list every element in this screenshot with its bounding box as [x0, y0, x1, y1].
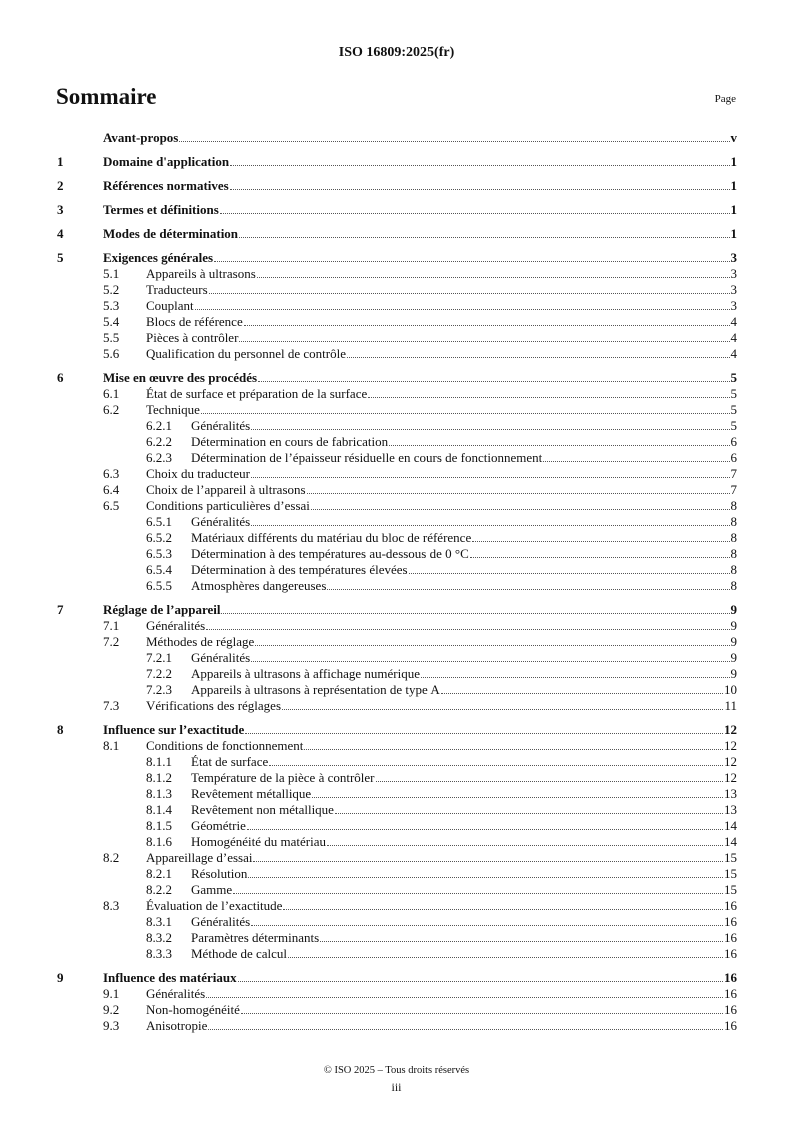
- toc-entry-number: 8.2: [103, 850, 120, 865]
- dot-leader: [201, 413, 730, 414]
- dot-leader: [327, 845, 723, 846]
- dot-leader: [304, 749, 723, 750]
- toc-entry[interactable]: [57, 298, 737, 314]
- toc-entry[interactable]: [57, 530, 737, 546]
- toc-entry[interactable]: [57, 786, 737, 802]
- toc-entry[interactable]: [57, 914, 737, 930]
- toc-entry-page: 16: [724, 930, 737, 945]
- toc-entry-page: 1: [730, 202, 737, 217]
- toc-entry-page: 4: [730, 314, 737, 329]
- toc-entry-page: 16: [724, 914, 737, 929]
- toc-entry-page: 9: [730, 602, 737, 617]
- toc-entry-number: 8.1.6: [146, 834, 172, 849]
- toc-entry[interactable]: [57, 450, 737, 466]
- dot-leader: [312, 797, 723, 798]
- toc-entry-number: 6.5.2: [146, 530, 172, 545]
- dot-leader: [283, 909, 723, 910]
- toc-entry-title: Détermination à des températures au-dessous de 0 °C: [191, 546, 469, 561]
- dot-leader: [257, 277, 730, 278]
- toc-entry-page: 16: [724, 986, 737, 1001]
- toc-entry[interactable]: [57, 650, 737, 666]
- toc-entry[interactable]: [57, 578, 737, 594]
- dot-leader: [307, 493, 730, 494]
- toc-entry-title: Gamme: [191, 882, 233, 897]
- toc-entry-number: 4: [57, 226, 64, 241]
- toc-entry-number: 2: [57, 178, 64, 193]
- toc-entry-number: 6: [57, 370, 64, 385]
- toc-entry-title: Qualification du personnel de contrôle: [146, 346, 346, 361]
- toc-entry-page: 5: [730, 402, 737, 417]
- toc-entry[interactable]: [57, 930, 737, 946]
- toc-entry[interactable]: [57, 722, 737, 738]
- toc-entry[interactable]: [57, 178, 737, 194]
- toc-entry-title: Anisotropie: [146, 1018, 208, 1033]
- toc-entry[interactable]: [57, 346, 737, 362]
- toc-entry[interactable]: [57, 498, 737, 514]
- toc-entry[interactable]: [57, 802, 737, 818]
- toc-entry-page: 6: [730, 434, 737, 449]
- toc-entry-number: 8.2.1: [146, 866, 172, 881]
- toc-entry-title: Détermination en cours de fabrication: [191, 434, 389, 449]
- toc-entry[interactable]: [57, 666, 737, 682]
- dot-leader: [233, 893, 723, 894]
- toc-entry[interactable]: [57, 546, 737, 562]
- toc-entry[interactable]: [57, 266, 737, 282]
- dot-leader: [238, 981, 723, 982]
- toc-entry-title: Technique: [146, 402, 200, 417]
- toc-entry-number: 8.3.1: [146, 914, 172, 929]
- page-number: iii: [391, 1080, 402, 1094]
- toc-entry-page: 4: [730, 330, 737, 345]
- dot-leader: [409, 573, 730, 574]
- toc-entry-title: Appareils à ultrasons à affichage numérique: [191, 666, 420, 681]
- toc-entry-page: 16: [724, 970, 737, 985]
- toc-entry-title: Choix du traducteur: [146, 466, 250, 481]
- toc-entry-title: Méthode de calcul: [191, 946, 288, 961]
- toc-entry-number: 7.2.3: [146, 682, 172, 697]
- page-column-label: Page: [714, 93, 736, 105]
- dot-leader: [251, 477, 730, 478]
- toc-entry-number: 8.1.3: [146, 786, 172, 801]
- toc-entry[interactable]: [57, 130, 737, 146]
- dot-leader: [441, 693, 723, 694]
- toc-entry-title: État de surface et préparation de la surface: [146, 386, 368, 401]
- toc-entry[interactable]: [57, 250, 737, 266]
- toc-entry-title: Détermination de l’épaisseur résiduelle en cours de fonctionnement: [191, 450, 543, 465]
- toc-entry-page: 8: [730, 530, 737, 545]
- toc-entry[interactable]: [57, 482, 737, 498]
- toc-entry-title: Matériaux différents du matériau du bloc de référence: [191, 530, 472, 545]
- toc-entry-number: 5.6: [103, 346, 120, 361]
- toc-entry[interactable]: [57, 986, 737, 1002]
- toc-entry-title: Détermination à des températures élevées: [191, 562, 408, 577]
- toc-entry-number: 9: [57, 970, 64, 985]
- toc-entry-number: 8.1.1: [146, 754, 172, 769]
- toc-entry[interactable]: [57, 602, 737, 618]
- toc-entry[interactable]: [57, 154, 737, 170]
- toc-entry-title: Homogénéité du matériau: [191, 834, 327, 849]
- toc-entry-title: Pièces à contrôler: [146, 330, 239, 345]
- toc-entry-page: 15: [724, 882, 737, 897]
- toc-entry[interactable]: [57, 434, 737, 450]
- dot-leader: [251, 429, 729, 430]
- toc-entry-title: Traducteurs: [146, 282, 208, 297]
- toc-entry[interactable]: [57, 618, 737, 634]
- toc-entry-number: 6.1: [103, 386, 120, 401]
- toc-entry-page: 16: [724, 1002, 737, 1017]
- toc-entry[interactable]: [57, 970, 737, 986]
- dot-leader: [248, 877, 723, 878]
- toc-entry-page: 6: [730, 450, 737, 465]
- dot-leader: [288, 957, 723, 958]
- toc-entry-title: Généralités: [191, 418, 251, 433]
- toc-entry-title: Appareils à ultrasons: [146, 266, 256, 281]
- toc-entry-page: 12: [724, 722, 737, 737]
- toc-entry-title: Généralités: [191, 650, 251, 665]
- toc-entry[interactable]: [57, 738, 737, 754]
- toc-entry[interactable]: [57, 682, 737, 698]
- toc-entry-number: 6.4: [103, 482, 120, 497]
- dot-leader: [389, 445, 729, 446]
- toc-entry-number: 6.5.3: [146, 546, 172, 561]
- toc-entry[interactable]: [57, 514, 737, 530]
- toc-entry-page: 16: [724, 946, 737, 961]
- toc-entry-page: 14: [724, 834, 737, 849]
- toc-entry-number: 3: [57, 202, 64, 217]
- dot-leader: [251, 525, 729, 526]
- toc-entry-title: Revêtement métallique: [191, 786, 312, 801]
- dot-leader: [244, 325, 730, 326]
- toc-entry[interactable]: [57, 634, 737, 650]
- toc-entry[interactable]: [57, 946, 737, 962]
- toc-entry-number: 6.2.2: [146, 434, 172, 449]
- toc-entry-page: 1: [730, 178, 737, 193]
- dot-leader: [179, 141, 729, 142]
- toc-entry-page: 3: [730, 298, 737, 313]
- toc-entry-number: 9.2: [103, 1002, 120, 1017]
- toc-entry-number: 7.2.1: [146, 650, 172, 665]
- toc-entry-number: 9.1: [103, 986, 120, 1001]
- toc-entry[interactable]: [57, 754, 737, 770]
- toc-entry-page: 8: [730, 514, 737, 529]
- dot-leader: [230, 189, 730, 190]
- toc-entry-number: 5.4: [103, 314, 120, 329]
- toc-entry[interactable]: [57, 418, 737, 434]
- dot-leader: [245, 733, 723, 734]
- toc-entry-title: Influence sur l’exactitude: [103, 722, 245, 737]
- dot-leader: [255, 645, 729, 646]
- toc-entry-number: 7.2: [103, 634, 120, 649]
- toc-entry-page: 8: [730, 578, 737, 593]
- toc-entry[interactable]: [57, 882, 737, 898]
- dot-leader: [347, 357, 730, 358]
- toc-entry[interactable]: [57, 770, 737, 786]
- dot-leader: [335, 813, 723, 814]
- toc-entry[interactable]: [57, 562, 737, 578]
- toc-entry-page: 5: [730, 370, 737, 385]
- dot-leader: [206, 629, 729, 630]
- toc-entry-page: 8: [730, 546, 737, 561]
- toc-entry-title: Termes et définitions: [103, 202, 219, 217]
- toc-entry-page: 14: [724, 818, 737, 833]
- dot-leader: [376, 781, 723, 782]
- toc-entry-title: Appareils à ultrasons à représentation de type A: [191, 682, 440, 697]
- toc-entry[interactable]: [57, 1018, 737, 1034]
- toc-entry[interactable]: [57, 898, 737, 914]
- toc-entry[interactable]: [57, 386, 737, 402]
- toc-entry-number: 1: [57, 154, 64, 169]
- toc-entry-page: 9: [730, 666, 737, 681]
- toc-entry-page: 13: [724, 786, 737, 801]
- toc-entry[interactable]: [57, 698, 737, 714]
- toc-entry-page: 7: [730, 466, 737, 481]
- toc-entry-title: Blocs de référence: [146, 314, 243, 329]
- toc-entry-number: 6.5.4: [146, 562, 172, 577]
- toc-entry-page: 5: [730, 418, 737, 433]
- toc-entry[interactable]: [57, 370, 737, 386]
- toc-entry-number: 8.1: [103, 738, 120, 753]
- toc-entry-number: 6.5: [103, 498, 120, 513]
- toc-entry-page: v: [730, 130, 737, 145]
- dot-leader: [470, 557, 730, 558]
- toc-entry-title: Exigences générales: [103, 250, 214, 265]
- toc-entry-title: Influence des matériaux: [103, 970, 237, 985]
- toc-entry[interactable]: [57, 850, 737, 866]
- toc-entry[interactable]: [57, 314, 737, 330]
- toc-entry-number: 6.2.3: [146, 450, 172, 465]
- toc-entry-page: 12: [724, 738, 737, 753]
- toc-entry-title: Mise en œuvre des procédés: [103, 370, 258, 385]
- dot-leader: [282, 709, 723, 710]
- toc-entry-number: 6.2: [103, 402, 120, 417]
- dot-leader: [269, 765, 723, 766]
- toc-entry[interactable]: [57, 282, 737, 298]
- toc-entry-title: Choix de l’appareil à ultrasons: [146, 482, 306, 497]
- toc-entry-number: 6.5.5: [146, 578, 172, 593]
- dot-leader: [209, 293, 730, 294]
- toc-entry-title: Références normatives: [103, 178, 229, 193]
- page-title: Sommaire: [56, 84, 157, 109]
- toc-entry-number: 7.3: [103, 698, 120, 713]
- toc-entry-number: 6.5.1: [146, 514, 172, 529]
- toc-entry-page: 15: [724, 866, 737, 881]
- toc-entry-title: Atmosphères dangereuses: [191, 578, 327, 593]
- toc-entry-number: 8: [57, 722, 64, 737]
- toc-entry-page: 10: [724, 682, 737, 697]
- toc-entry-page: 3: [730, 282, 737, 297]
- toc-entry[interactable]: [57, 226, 737, 242]
- copyright-notice: © ISO 2025 – Tous droits réservés: [323, 1065, 470, 1076]
- toc-entry-title: État de surface: [191, 754, 269, 769]
- toc-entry[interactable]: [57, 1002, 737, 1018]
- toc-entry-title: Conditions particulières d’essai: [146, 498, 310, 513]
- document-id: ISO 16809:2025(fr): [338, 45, 455, 60]
- dot-leader: [253, 861, 723, 862]
- toc-entry-title: Évaluation de l’exactitude: [146, 898, 283, 913]
- toc-entry-number: 7.1: [103, 618, 120, 633]
- toc-entry-title: Méthodes de réglage: [146, 634, 255, 649]
- dot-leader: [327, 589, 729, 590]
- toc-entry-page: 5: [730, 386, 737, 401]
- dot-leader: [239, 237, 729, 238]
- toc-entry-number: 5.2: [103, 282, 120, 297]
- toc-entry-page: 16: [724, 898, 737, 913]
- toc-entry-title: Appareillage d’essai: [146, 850, 253, 865]
- toc-entry-number: 7.2.2: [146, 666, 172, 681]
- dot-leader: [239, 341, 729, 342]
- toc-entry-number: 5.5: [103, 330, 120, 345]
- toc-entry-page: 3: [730, 266, 737, 281]
- dot-leader: [320, 941, 723, 942]
- toc-entry-page: 8: [730, 562, 737, 577]
- toc-entry[interactable]: [57, 402, 737, 418]
- toc-entry-number: 7: [57, 602, 64, 617]
- toc-entry-number: 8.1.5: [146, 818, 172, 833]
- toc-entry-number: 8.1.4: [146, 802, 172, 817]
- toc-entry-page: 7: [730, 482, 737, 497]
- toc-entry-page: 9: [730, 618, 737, 633]
- toc-entry-page: 16: [724, 1018, 737, 1033]
- toc-entry-number: 6.3: [103, 466, 120, 481]
- toc-entry-page: 12: [724, 770, 737, 785]
- toc-entry[interactable]: [57, 202, 737, 218]
- dot-leader: [230, 165, 729, 166]
- toc-entry-title: Généralités: [146, 618, 206, 633]
- toc-entry[interactable]: [57, 818, 737, 834]
- toc-entry-title: Vérifications des réglages: [146, 698, 282, 713]
- toc-entry-title: Réglage de l’appareil: [103, 602, 221, 617]
- toc-entry-page: 9: [730, 634, 737, 649]
- toc-entry-title: Couplant: [146, 298, 194, 313]
- toc-entry-title: Géométrie: [191, 818, 246, 833]
- toc-entry-page: 13: [724, 802, 737, 817]
- toc-entry-number: 5.1: [103, 266, 120, 281]
- toc-entry-title: Revêtement non métallique: [191, 802, 334, 817]
- toc-entry[interactable]: [57, 466, 737, 482]
- dot-leader: [214, 261, 729, 262]
- toc-entry-page: 11: [724, 698, 737, 713]
- dot-leader: [543, 461, 729, 462]
- toc-entry-title: Paramètres déterminants: [191, 930, 320, 945]
- toc-entry-page: 15: [724, 850, 737, 865]
- dot-leader: [220, 213, 730, 214]
- toc-entry[interactable]: [57, 330, 737, 346]
- toc-entry-number: 8.3: [103, 898, 120, 913]
- dot-leader: [195, 309, 730, 310]
- toc-entry-title: Avant-propos: [103, 130, 179, 145]
- dot-leader: [258, 381, 729, 382]
- toc-entry-page: 12: [724, 754, 737, 769]
- toc-entry-title: Généralités: [146, 986, 206, 1001]
- toc-entry[interactable]: [57, 834, 737, 850]
- dot-leader: [247, 829, 723, 830]
- dot-leader: [221, 613, 729, 614]
- toc-entry-page: 8: [730, 498, 737, 513]
- dot-leader: [241, 1013, 723, 1014]
- toc-entry[interactable]: [57, 866, 737, 882]
- toc-entry-page: 3: [730, 250, 737, 265]
- toc-entry-number: 5: [57, 250, 64, 265]
- toc-entry-number: 8.2.2: [146, 882, 172, 897]
- toc-entry-title: Modes de détermination: [103, 226, 239, 241]
- dot-leader: [421, 677, 730, 678]
- dot-leader: [251, 925, 723, 926]
- toc-entry-title: Domaine d'application: [103, 154, 230, 169]
- dot-leader: [206, 997, 723, 998]
- toc-entry-title: Généralités: [191, 514, 251, 529]
- table-of-contents: [57, 130, 737, 1034]
- toc-entry-number: 6.2.1: [146, 418, 172, 433]
- toc-entry-number: 8.3.3: [146, 946, 172, 961]
- dot-leader: [251, 661, 729, 662]
- toc-entry-page: 9: [730, 650, 737, 665]
- toc-entry-number: 5.3: [103, 298, 120, 313]
- toc-entry-title: Généralités: [191, 914, 251, 929]
- toc-entry-title: Non-homogénéité: [146, 1002, 240, 1017]
- toc-entry-number: 8.3.2: [146, 930, 172, 945]
- toc-entry-number: 9.3: [103, 1018, 120, 1033]
- toc-entry-title: Résolution: [191, 866, 248, 881]
- toc-entry-page: 1: [730, 226, 737, 241]
- toc-entry-title: Conditions de fonctionnement: [146, 738, 304, 753]
- toc-entry-page: 4: [730, 346, 737, 361]
- dot-leader: [368, 397, 729, 398]
- toc-entry-page: 1: [730, 154, 737, 169]
- dot-leader: [208, 1029, 723, 1030]
- toc-entry-number: 8.1.2: [146, 770, 172, 785]
- dot-leader: [311, 509, 730, 510]
- dot-leader: [472, 541, 729, 542]
- toc-entry-title: Température de la pièce à contrôler: [191, 770, 375, 785]
